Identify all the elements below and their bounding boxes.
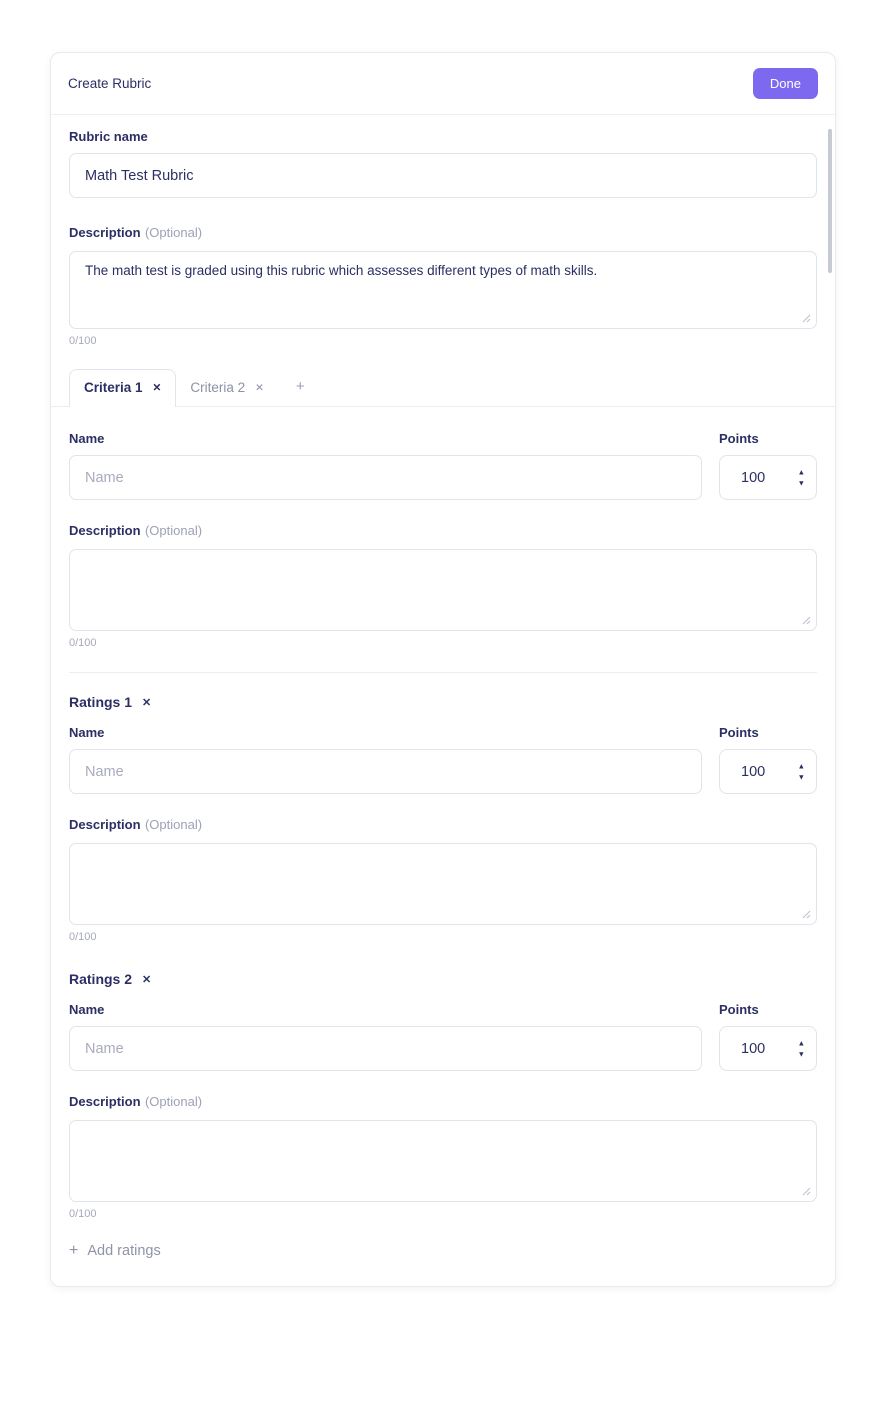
add-ratings-button[interactable] [69,1242,161,1260]
ratings-1-description-textarea[interactable] [69,843,817,925]
stepper-down-icon[interactable]: ▼ [797,478,805,487]
ratings-2-name-input[interactable] [69,1026,702,1071]
add-ratings-label: Add ratings [87,1243,161,1259]
criteria-name-input[interactable] [69,455,702,500]
char-counter: 0/100 [69,335,97,347]
stepper-up-icon[interactable]: ▲ [797,1038,805,1048]
points-stepper[interactable] [798,761,805,782]
remove-ratings-button[interactable]: ✕ [142,973,152,986]
optional-hint: (Optional) [144,1094,203,1109]
criteria-points-label: Points [719,431,759,446]
rubric-name-label: Rubric name [69,129,148,144]
char-counter: 0/100 [69,931,97,943]
optional-hint: (Optional) [144,225,203,240]
criteria-description-label: Description [69,523,141,538]
char-counter: 0/100 [69,1208,97,1220]
resize-handle-icon[interactable] [802,910,811,919]
resize-handle-icon[interactable] [802,616,811,625]
criteria-description-textarea[interactable] [69,549,817,631]
done-button[interactable]: Done [753,68,818,99]
ratings-points-label: Points [719,1002,759,1017]
modal-header [51,53,835,115]
scrollbar-thumb[interactable] [828,129,832,273]
stepper-up-icon[interactable]: ▲ [797,467,805,477]
plus-icon: + [295,378,305,395]
ratings-description-label: Description [69,1094,141,1109]
stepper-down-icon[interactable]: ▼ [797,772,805,781]
criteria-form [51,431,835,1260]
rubric-info-section [51,115,835,347]
optional-hint: (Optional) [144,523,203,538]
char-counter: 0/100 [69,637,97,649]
remove-ratings-button[interactable]: ✕ [142,696,152,709]
ratings-1-name-input[interactable] [69,749,702,794]
resize-handle-icon[interactable] [802,314,811,323]
rubric-description-textarea[interactable] [69,251,817,329]
modal-title: Create Rubric [68,76,152,91]
close-icon[interactable]: ✕ [152,381,162,394]
ratings-section-1 [69,694,817,943]
stepper-up-icon[interactable]: ▲ [797,761,805,771]
create-rubric-modal [50,52,836,1287]
ratings-2-description-textarea[interactable] [69,1120,817,1202]
ratings-1-title: Ratings 1 [69,694,133,710]
ratings-section-2 [69,971,817,1220]
ratings-name-label: Name [69,725,105,740]
plus-icon: + [69,1242,79,1259]
ratings-2-title: Ratings 2 [69,971,133,987]
close-icon[interactable]: ✕ [255,381,264,394]
optional-hint: (Optional) [144,817,203,832]
stepper-down-icon[interactable]: ▼ [797,1049,805,1058]
tab-label: Criteria 2 [190,380,246,395]
rubric-description-label: Description [69,225,141,240]
resize-handle-icon[interactable] [802,1187,811,1196]
tab-label: Criteria 1 [84,380,143,395]
ratings-name-label: Name [69,1002,105,1017]
points-stepper[interactable] [798,1038,805,1059]
points-stepper[interactable] [798,467,805,488]
criteria-tabbar [51,368,835,407]
criteria-name-label: Name [69,431,105,446]
tab-criteria-2[interactable] [176,370,278,406]
divider [69,672,817,673]
ratings-description-label: Description [69,817,141,832]
rubric-name-input[interactable] [69,153,817,198]
ratings-points-label: Points [719,725,759,740]
tab-criteria-1[interactable] [69,369,176,407]
add-criteria-tab-button[interactable] [278,368,323,406]
